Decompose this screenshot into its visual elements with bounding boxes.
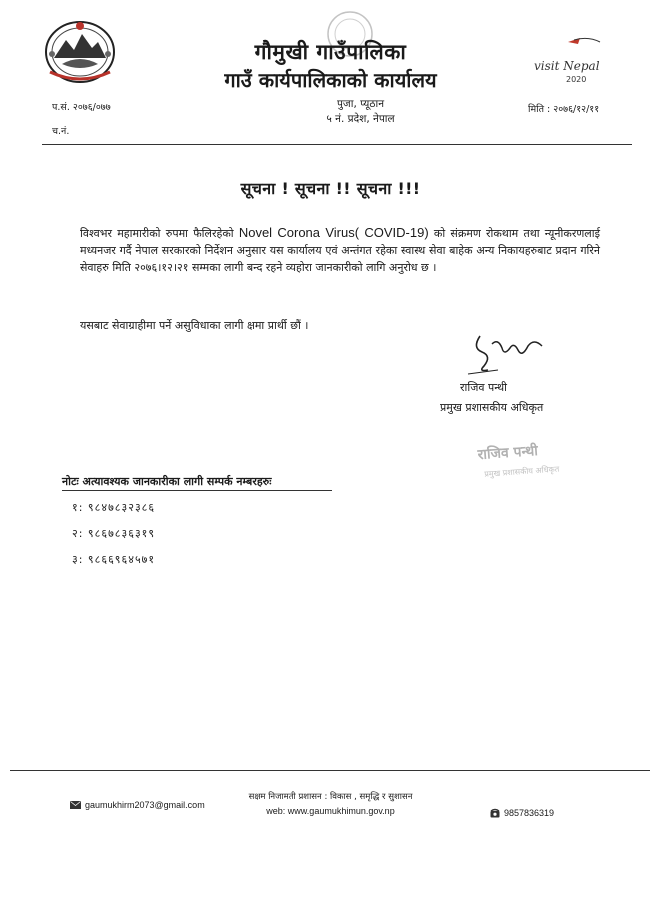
footer-divider [10, 770, 650, 771]
footer-website: web: www.gaumukhimun.gov.np [266, 806, 395, 816]
office-title: गाउँ कार्यपालिकाको कार्यालय [224, 68, 437, 92]
footer-email [70, 800, 205, 810]
contact-number-1: १: ९८४७८३२३८६ [72, 501, 156, 514]
visit-logo-text: visit Nepal [534, 59, 600, 73]
notice-body-virus-name: Novel Corona Virus( COVID-19) [238, 225, 429, 240]
notice-heading: सूचना ! सूचना !! सूचना !!! [240, 179, 421, 198]
contact-number-3: ३: ९८६६९६४५७१ [72, 553, 156, 566]
signer-designation: प्रमुख प्रशासकीय अधिकृत [440, 401, 544, 414]
footer-phone-text: 9857836319 [504, 808, 555, 818]
signer-name: राजिव पन्थी [460, 381, 508, 394]
notice-body-start: विश्वभर महामारीको रुपमा फैलिरहेको [80, 227, 239, 240]
phone-icon [490, 808, 500, 818]
footer-email-text: gaumukhirm2073@gmail.com [85, 800, 205, 810]
dispatch-number: च.नं. [52, 126, 70, 137]
mail-icon [70, 801, 81, 809]
notice-body-end: को संक्रमण रोकथाम तथा न्यूनीकरणलाई मध्यनजर गर्दै नेपाल सरकारको निर्देशन अनुसार यस कार्यालय एवं अन्तंगत रहेका स्वास्थ सेवा बाहेक अन्य निकायहरुबाट प्रदान गरिने सेवाहरु मिति २०७६।१२।२१ सम्मका लागी बन्द रहने व्यहोरा जानकारीको लागि अनुरोध छ । [80, 227, 600, 274]
reference-number: प.सं. २०७६/०७७ [52, 102, 111, 113]
header-divider [42, 144, 632, 145]
apology-text: यसबाट सेवाग्राहीमा पर्ने असुविधाका लागी क्षमा प्रार्थी छौं । [80, 319, 309, 332]
address-line-1: पुजा, प्यूठान [336, 98, 385, 110]
address-line-2: ५ नं. प्रदेश, नेपाल [326, 113, 395, 125]
contact-note-underline [62, 490, 332, 491]
footer-phone [490, 808, 554, 818]
notice-body [80, 224, 600, 276]
footer-slogan: सक्षम निजामती प्रशासन : विकास , समृद्धि र सुशासन [248, 792, 413, 802]
stamp-text: राजिव पन्थी [477, 443, 539, 464]
visit-logo-year: 2020 [566, 75, 587, 84]
contact-note-label: नोटः अत्यावश्यक जानकारीका लागी सम्पर्क नम्बरहरुः [62, 475, 272, 488]
visit-nepal-logo [528, 36, 628, 84]
letter-date: मिति : २०७६/१२/११ [528, 104, 600, 115]
contact-number-2: २: ९८६७८३६३१९ [72, 527, 156, 540]
stamp-subtext: प्रमुख प्रशासकीय अधिकृत [484, 464, 560, 479]
handwritten-signature [458, 330, 554, 376]
official-stamp [474, 438, 584, 484]
municipality-title: गौमुखी गाउँपालिका [254, 40, 407, 64]
